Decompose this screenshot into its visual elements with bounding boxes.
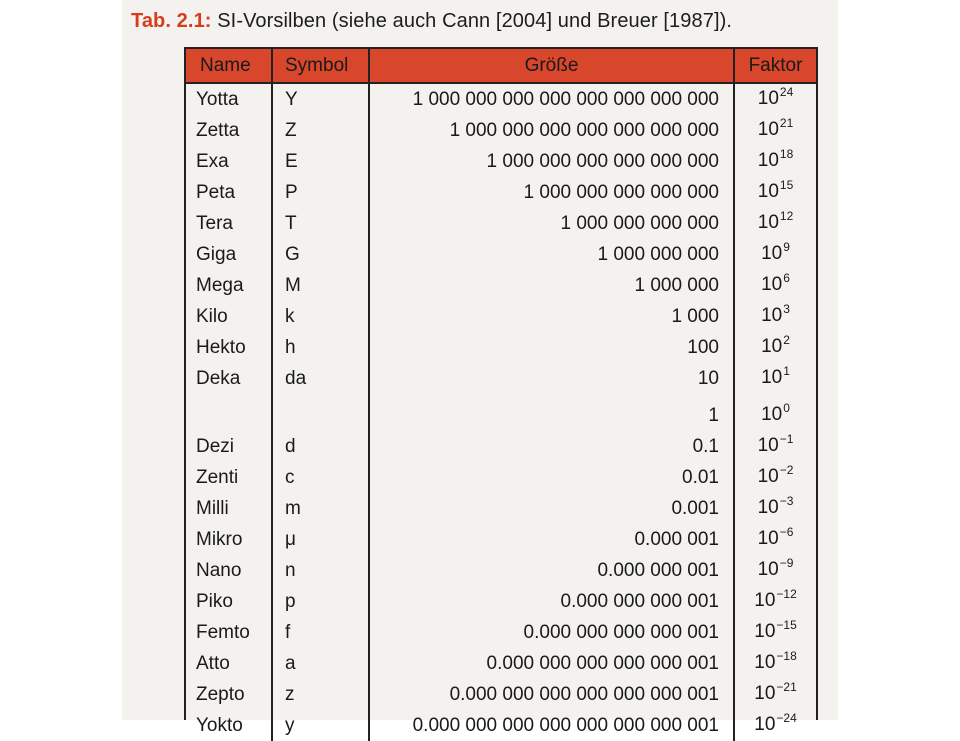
prefix-size-cell: 1 000 000 000 000 000 000 000 [369,115,734,146]
prefix-name-cell: Milli [186,493,272,524]
table-row [186,177,816,208]
factor-base: 10 [761,336,783,357]
prefix-size-cell: 1 000 000 000 000 000 000 [369,146,734,177]
factor-base: 10 [757,150,779,171]
si-prefix-table [186,49,816,741]
prefix-size-cell: 0.01 [369,462,734,493]
factor-exponent: −9 [779,556,794,570]
prefix-factor-cell [734,208,816,239]
factor-exponent: 21 [779,116,794,130]
prefix-name-cell: Yotta [186,83,272,115]
factor-exponent: 9 [783,240,790,254]
prefix-symbol-cell: P [272,177,369,208]
prefix-factor-cell [734,679,816,710]
prefix-size-cell: 0.000 000 000 000 000 000 001 [369,679,734,710]
prefix-size-cell: 0.001 [369,493,734,524]
prefix-name-cell: Zenti [186,462,272,493]
table-row [186,239,816,270]
prefix-symbol-cell: da [272,363,369,394]
prefix-name-cell: Zetta [186,115,272,146]
prefix-size-cell: 100 [369,332,734,363]
table-row [186,710,816,741]
prefix-factor-cell [734,332,816,363]
prefix-factor-cell [734,115,816,146]
table-row [186,363,816,394]
prefix-name-cell: Yokto [186,710,272,741]
prefix-factor-cell [734,270,816,301]
prefix-factor-cell [734,462,816,493]
prefix-size-cell: 0.000 000 001 [369,555,734,586]
prefix-factor-cell [734,493,816,524]
prefix-name-cell: Mikro [186,524,272,555]
prefix-symbol-cell: k [272,301,369,332]
table-row [186,679,816,710]
factor-base: 10 [757,497,779,518]
factor-exponent: 24 [779,85,794,99]
factor-exponent: 15 [779,178,794,192]
table-row [186,586,816,617]
prefix-size-cell: 1 000 [369,301,734,332]
factor-exponent: −24 [776,711,797,725]
prefix-symbol-cell: c [272,462,369,493]
prefix-size-cell: 0.000 001 [369,524,734,555]
factor-base: 10 [754,590,776,611]
prefix-size-cell: 0.000 000 000 000 000 000 000 001 [369,710,734,741]
prefix-factor-cell [734,710,816,741]
factor-exponent: −12 [776,587,797,601]
prefix-symbol-cell [272,400,369,431]
table-header-row [186,49,816,83]
prefix-name-cell: Exa [186,146,272,177]
prefix-size-cell: 0.1 [369,431,734,462]
prefix-size-cell: 10 [369,363,734,394]
factor-exponent: −2 [779,463,794,477]
factor-exponent: −1 [779,432,794,446]
prefix-symbol-cell: Y [272,83,369,115]
prefix-factor-cell [734,586,816,617]
prefix-size-cell: 0.000 000 000 000 001 [369,617,734,648]
prefix-name-cell: Hekto [186,332,272,363]
prefix-factor-cell [734,301,816,332]
prefix-factor-cell [734,146,816,177]
prefix-symbol-cell: z [272,679,369,710]
factor-exponent: −18 [776,649,797,663]
table-row [186,115,816,146]
table-row [186,270,816,301]
factor-base: 10 [757,181,779,202]
factor-exponent: 6 [783,271,790,285]
factor-base: 10 [757,435,779,456]
factor-base: 10 [761,404,783,425]
prefix-symbol-cell: a [272,648,369,679]
prefix-symbol-cell: G [272,239,369,270]
prefix-symbol-cell: E [272,146,369,177]
factor-base: 10 [757,466,779,487]
table-row [186,208,816,239]
prefix-symbol-cell: M [272,270,369,301]
column-header-symbol: Symbol [272,49,369,83]
prefix-factor-cell [734,524,816,555]
table-row [186,493,816,524]
prefix-symbol-cell: Z [272,115,369,146]
factor-base: 10 [754,621,776,642]
factor-exponent: 0 [783,401,790,415]
column-header-name: Name [186,49,272,83]
prefix-size-cell: 1 000 000 000 000 [369,208,734,239]
factor-base: 10 [757,119,779,140]
table-row [186,617,816,648]
factor-exponent: −6 [779,525,794,539]
factor-base: 10 [761,274,783,295]
prefix-name-cell: Deka [186,363,272,394]
table-row [186,648,816,679]
prefix-symbol-cell: f [272,617,369,648]
factor-base: 10 [754,714,776,735]
left-margin [0,0,122,720]
si-prefix-table-frame [184,47,818,736]
prefix-name-cell: Tera [186,208,272,239]
prefix-name-cell: Atto [186,648,272,679]
prefix-factor-cell [734,617,816,648]
prefix-name-cell: Kilo [186,301,272,332]
prefix-symbol-cell: d [272,431,369,462]
prefix-factor-cell [734,400,816,431]
column-header-size: Größe [369,49,734,83]
prefix-name-cell: Nano [186,555,272,586]
prefix-size-cell: 1 000 000 000 000 000 000 000 000 [369,83,734,115]
factor-base: 10 [761,305,783,326]
prefix-size-cell: 1 000 000 [369,270,734,301]
prefix-name-cell: Mega [186,270,272,301]
prefix-symbol-cell: μ [272,524,369,555]
prefix-name-cell: Femto [186,617,272,648]
factor-exponent: 2 [783,333,790,347]
prefix-symbol-cell: h [272,332,369,363]
factor-base: 10 [754,683,776,704]
factor-base: 10 [761,243,783,264]
factor-base: 10 [757,88,779,109]
prefix-factor-cell [734,363,816,394]
prefix-factor-cell [734,239,816,270]
factor-base: 10 [757,212,779,233]
factor-exponent: 18 [779,147,794,161]
table-row [186,524,816,555]
caption-label: Tab. 2.1: [131,10,212,32]
table-row [186,83,816,115]
prefix-symbol-cell: y [272,710,369,741]
table-row [186,400,816,431]
factor-base: 10 [754,652,776,673]
prefix-name-cell: Giga [186,239,272,270]
prefix-size-cell: 1 000 000 000 [369,239,734,270]
prefix-name-cell [186,400,272,431]
prefix-factor-cell [734,648,816,679]
factor-base: 10 [757,559,779,580]
factor-base: 10 [757,528,779,549]
table-row [186,146,816,177]
factor-exponent: 3 [783,302,790,316]
prefix-size-cell: 1 000 000 000 000 000 [369,177,734,208]
prefix-factor-cell [734,83,816,115]
column-header-factor: Faktor [734,49,816,83]
prefix-symbol-cell: n [272,555,369,586]
factor-exponent: −15 [776,618,797,632]
prefix-name-cell: Piko [186,586,272,617]
table-row [186,332,816,363]
table-row [186,301,816,332]
table-row [186,462,816,493]
factor-exponent: −21 [776,680,797,694]
caption-text: SI-Vorsilben (siehe auch Cann [2004] und Breuer [1987]). [211,10,733,32]
table-caption [131,10,732,33]
table-row [186,431,816,462]
prefix-name-cell: Zepto [186,679,272,710]
table-body [186,83,816,741]
prefix-factor-cell [734,177,816,208]
prefix-symbol-cell: T [272,208,369,239]
prefix-name-cell: Dezi [186,431,272,462]
prefix-factor-cell [734,431,816,462]
prefix-symbol-cell: p [272,586,369,617]
factor-exponent: 12 [779,209,794,223]
factor-base: 10 [761,367,783,388]
factor-exponent: 1 [783,364,790,378]
prefix-size-cell: 0.000 000 000 001 [369,586,734,617]
prefix-size-cell: 0.000 000 000 000 000 001 [369,648,734,679]
prefix-factor-cell [734,555,816,586]
prefix-size-cell: 1 [369,400,734,431]
table-row [186,555,816,586]
prefix-name-cell: Peta [186,177,272,208]
factor-exponent: −3 [779,494,794,508]
prefix-symbol-cell: m [272,493,369,524]
